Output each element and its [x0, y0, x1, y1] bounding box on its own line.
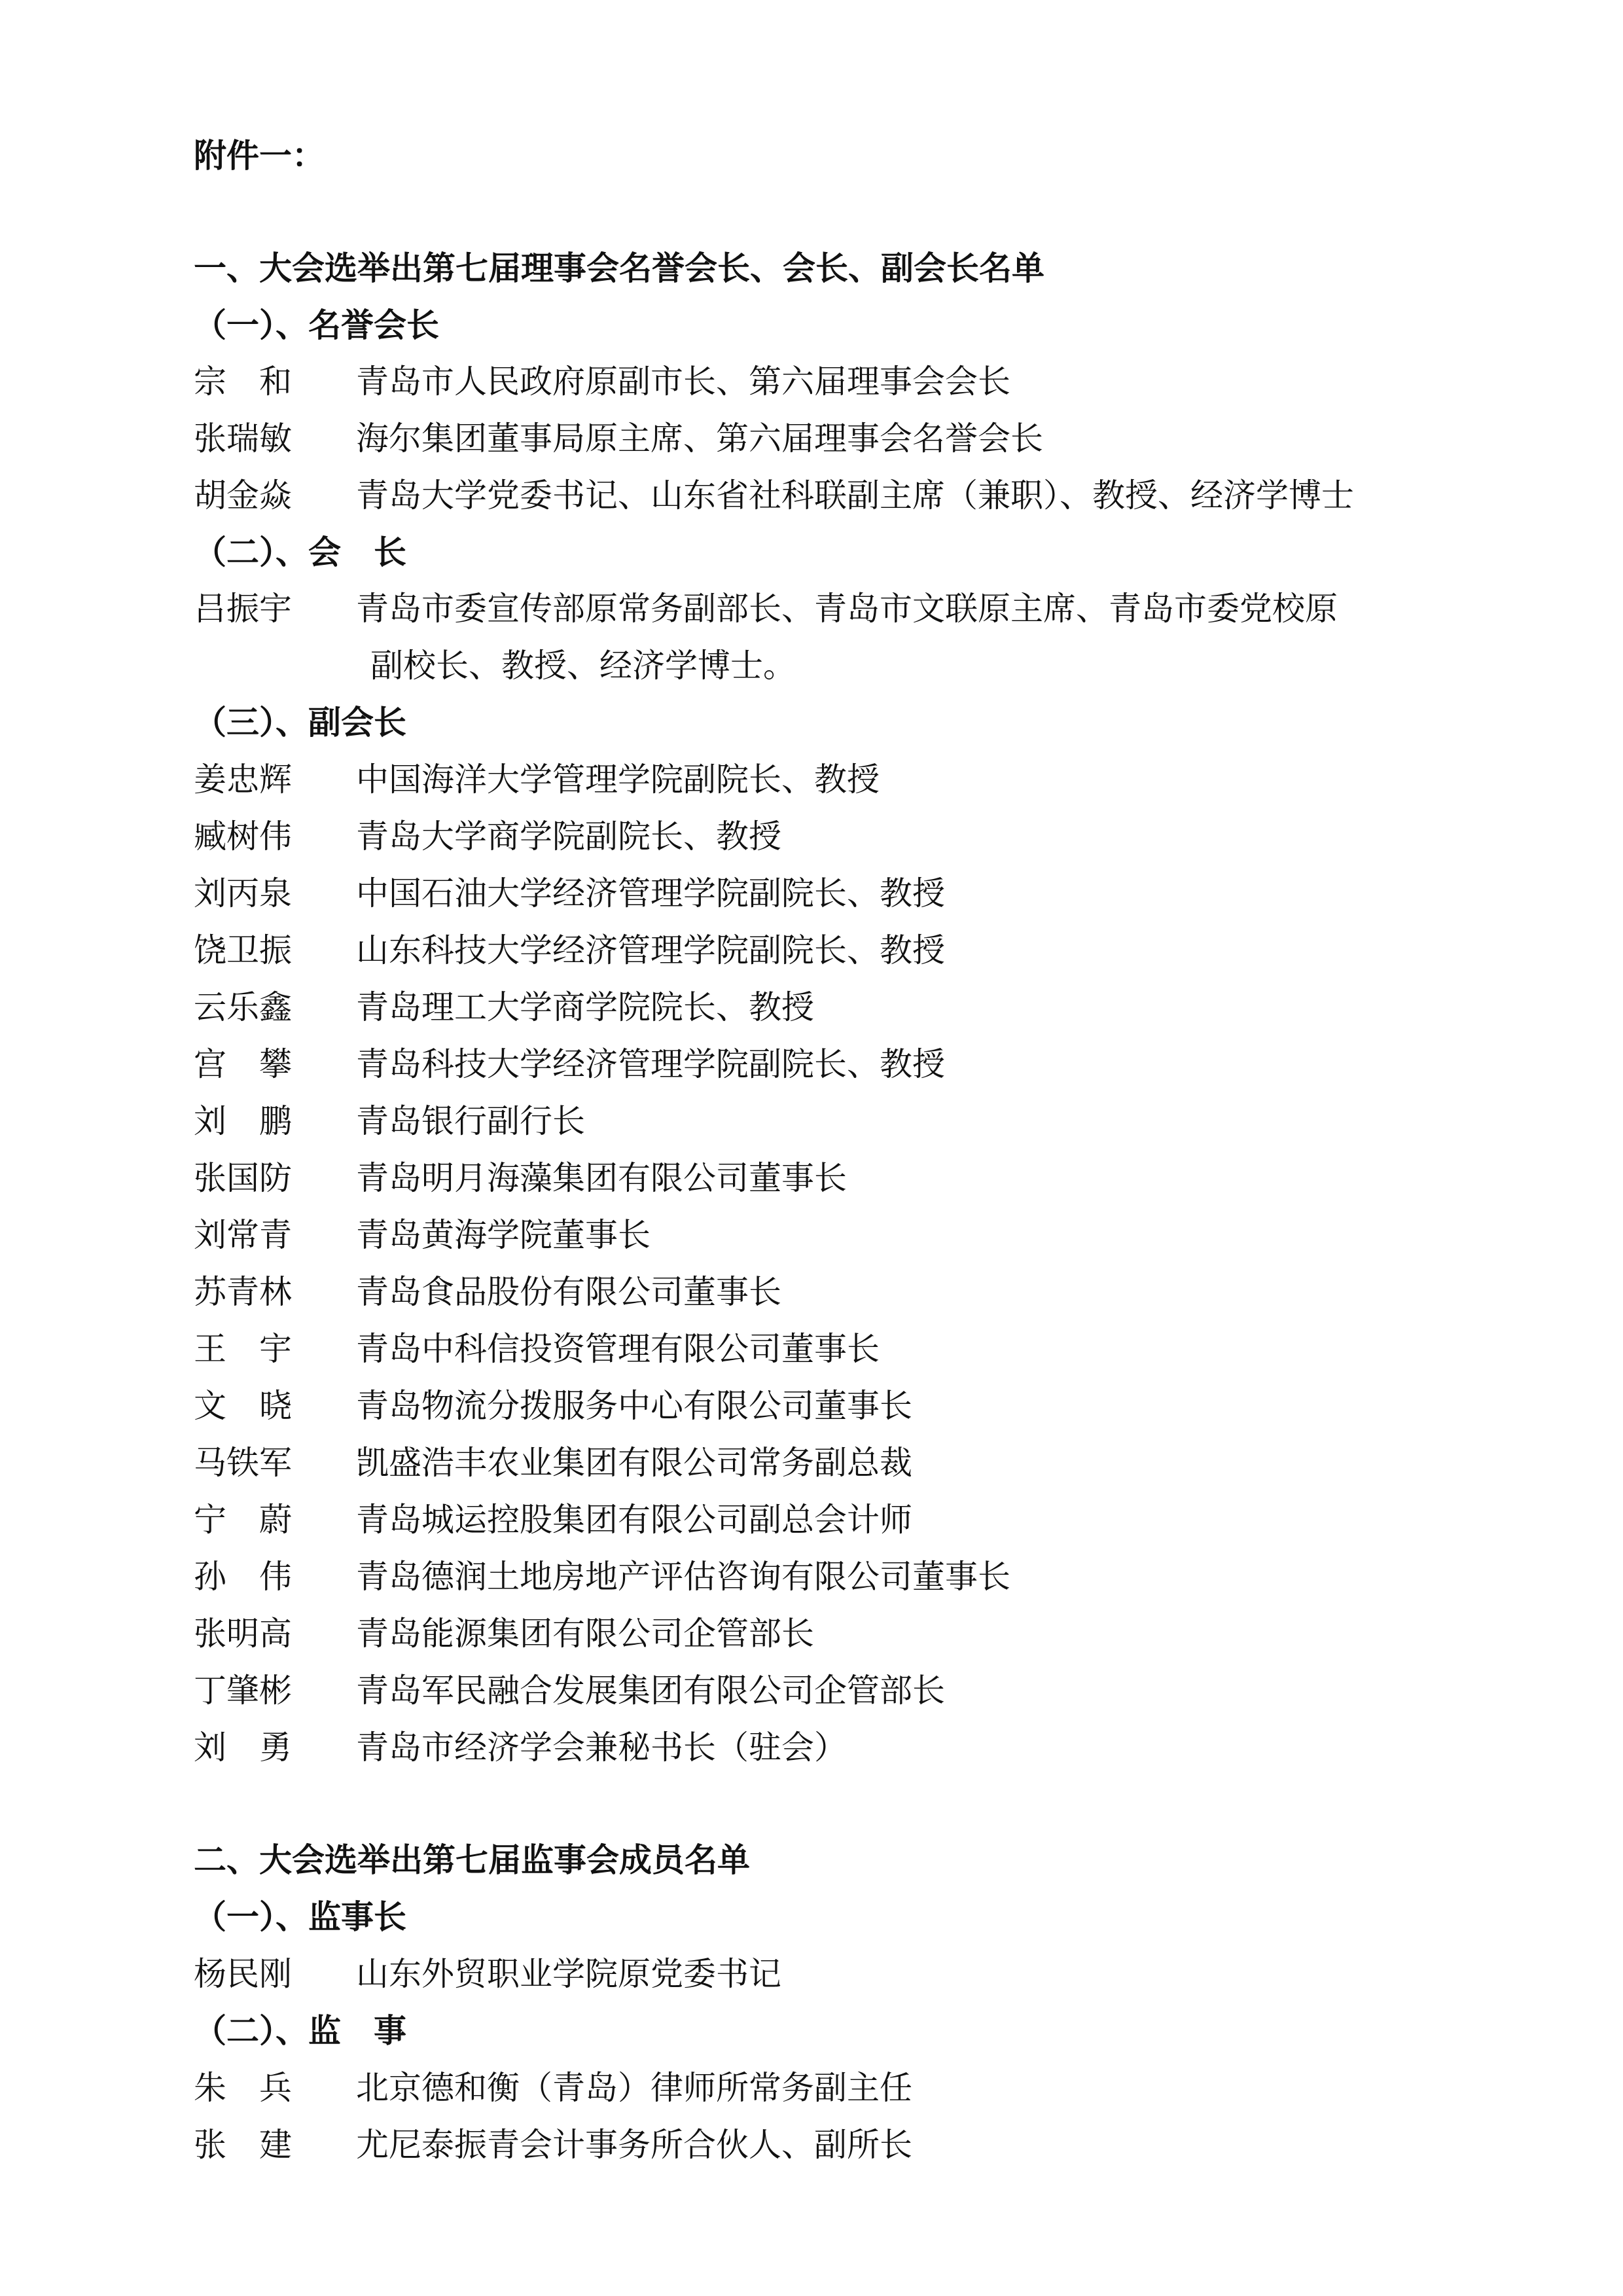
- member-title: 青岛能源集团有限公司企管部长: [356, 1615, 814, 1653]
- member-title: 青岛食品股份有限公司董事长: [356, 1273, 781, 1311]
- member-title: 青岛大学党委书记、山东省社科联副主席（兼职）、教授、经济学博士: [356, 476, 1354, 514]
- list-item: [194, 419, 1043, 458]
- list-item: [194, 1386, 912, 1426]
- list-item: [194, 1728, 847, 1767]
- list-item: [194, 1215, 651, 1255]
- member-title: 青岛银行副行长: [356, 1102, 585, 1140]
- member-title: 青岛物流分拨服务中心有限公司董事长: [356, 1387, 912, 1425]
- member-name: 刘丙泉: [194, 874, 292, 912]
- member-title: 海尔集团董事局原主席、第六届理事会名誉会长: [356, 420, 1043, 457]
- list-item: [194, 1557, 1010, 1596]
- list-item: [194, 1272, 781, 1312]
- member-title: 青岛明月海藻集团有限公司董事长: [356, 1159, 847, 1197]
- member-name: 丁肇彬: [194, 1672, 292, 1710]
- member-title: 青岛德润土地房地产评估咨询有限公司董事长: [356, 1558, 1010, 1596]
- member-title: 中国石油大学经济管理学院副院长、教授: [356, 874, 945, 912]
- member-title: 青岛大学商学院副院长、教授: [356, 817, 781, 855]
- member-name: 饶卫振: [194, 931, 292, 969]
- list-item: [194, 1954, 781, 1994]
- member-title: 山东外贸职业学院原党委书记: [356, 1955, 781, 1993]
- list-item: [194, 1329, 880, 1369]
- list-item: [194, 874, 945, 913]
- president-heading: （二）、会 长: [194, 533, 406, 571]
- member-name: 宫 攀: [194, 1045, 292, 1083]
- member-name: 刘 勇: [194, 1729, 292, 1767]
- member-title: 青岛市经济学会兼秘书长（驻会）: [356, 1729, 847, 1767]
- member-title: 北京德和衡（青岛）律师所常务副主任: [356, 2069, 912, 2107]
- section2-heading: 二、大会选举出第七届监事会成员名单: [194, 1840, 750, 1879]
- member-name: 张 建: [194, 2126, 292, 2164]
- honorary-heading: （一）、名誉会长: [194, 306, 439, 344]
- member-title: 青岛科技大学经济管理学院副院长、教授: [356, 1045, 945, 1083]
- member-name: 马铁军: [194, 1444, 292, 1482]
- list-item: [194, 1500, 912, 1539]
- member-title: 青岛中科信投资管理有限公司董事长: [356, 1330, 880, 1368]
- member-title: 青岛军民融合发展集团有限公司企管部长: [356, 1672, 945, 1710]
- member-name: 刘 鹏: [194, 1102, 292, 1140]
- member-name: 臧树伟: [194, 817, 292, 855]
- member-title: 青岛市委宣传部原常务副部长、青岛市文联原主席、青岛市委党校原: [356, 590, 1338, 628]
- member-name: 杨民刚: [194, 1955, 292, 1993]
- member-name: 宁 蔚: [194, 1501, 292, 1539]
- member-name: 宗 和: [194, 363, 292, 401]
- member-name: 云乐鑫: [194, 988, 292, 1026]
- chief-supervisor-heading: （一）、监事长: [194, 1897, 406, 1936]
- member-name: 胡金焱: [194, 476, 292, 514]
- member-name: 苏青林: [194, 1273, 292, 1311]
- attachment-title: 附件一：: [194, 136, 325, 175]
- list-item: [194, 362, 1010, 401]
- member-name: 张瑞敏: [194, 420, 292, 457]
- member-title: 中国海洋大学管理学院副院长、教授: [356, 761, 880, 798]
- member-name: 朱 兵: [194, 2069, 292, 2107]
- member-name: 姜忠辉: [194, 761, 292, 798]
- member-title-continuation: 副校长、教授、经济学博士。: [370, 647, 796, 685]
- list-item: [194, 2125, 912, 2164]
- vice-president-heading: （三）、副会长: [194, 703, 406, 742]
- member-title: 青岛市人民政府原副市长、第六届理事会会长: [356, 363, 1010, 401]
- member-title: 尤尼泰振青会计事务所合伙人、副所长: [356, 2126, 912, 2164]
- member-name: 张明高: [194, 1615, 292, 1653]
- member-name: 文 晓: [194, 1387, 292, 1425]
- member-name: 孙 伟: [194, 1558, 292, 1596]
- list-item: [194, 1614, 814, 1653]
- section1-heading: 一、大会选举出第七届理事会名誉会长、会长、副会长名单: [194, 249, 1044, 287]
- list-item: [194, 589, 1338, 628]
- list-item: [194, 1671, 945, 1710]
- member-title: 山东科技大学经济管理学院副院长、教授: [356, 931, 945, 969]
- list-item: [194, 1158, 847, 1198]
- list-item: [194, 760, 880, 799]
- member-name: 吕振宇: [194, 590, 292, 628]
- member-name: 张国防: [194, 1159, 292, 1197]
- list-item: [194, 2068, 912, 2108]
- supervisors-heading: （二）、监 事: [194, 2011, 406, 2050]
- list-item: [194, 476, 1354, 515]
- member-title: 青岛理工大学商学院院长、教授: [356, 988, 814, 1026]
- member-title: 凯盛浩丰农业集团有限公司常务副总裁: [356, 1444, 912, 1482]
- list-item: [194, 1045, 945, 1084]
- member-name: 刘常青: [194, 1216, 292, 1254]
- list-item: [194, 1443, 912, 1482]
- member-title: 青岛黄海学院董事长: [356, 1216, 651, 1254]
- list-item: [194, 1102, 585, 1141]
- member-name: 王 宇: [194, 1330, 292, 1368]
- list-item: [194, 817, 781, 856]
- list-item: [194, 988, 814, 1027]
- member-title: 青岛城运控股集团有限公司副总会计师: [356, 1501, 912, 1539]
- list-item: [194, 931, 945, 970]
